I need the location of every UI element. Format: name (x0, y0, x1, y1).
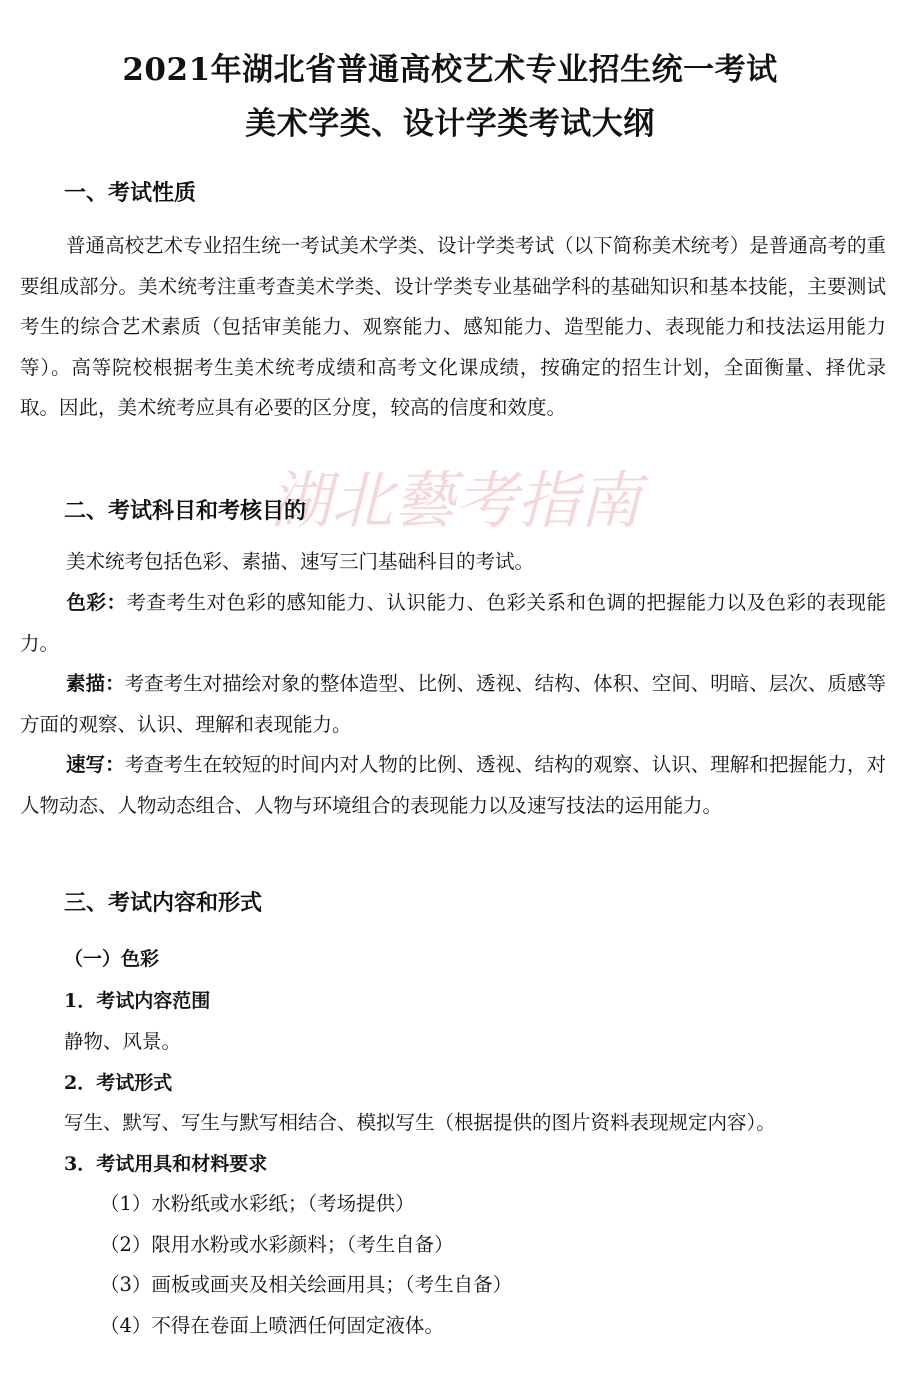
section2-intro (20, 542, 886, 583)
color-text: 考查考生对色彩的感知能力、认识能力、色彩关系和色调的把握能力以及色彩的表现能力。 (20, 591, 886, 655)
sketch-text: 考查考生对描绘对象的整体造型、比例、透视、结构、体积、空间、明暗、层次、质感等方面的观察、认识、理解和表现能力。 (20, 672, 886, 736)
quick-sketch-label: 速写： (66, 753, 125, 776)
item2-title: 2．考试形式 (64, 1072, 173, 1094)
document-title-line2: 美术学类、设计学类考试大纲 (245, 106, 655, 142)
watermark-text: 湖北藝考指南 (268, 464, 642, 537)
document-title-line1: 2021年湖北省普通高校艺术专业招生统一考试 (122, 52, 778, 88)
color-subsection-heading: （一）色彩 (64, 948, 160, 970)
material-item: （1）水粉纸或水彩纸；（考场提供） (100, 1192, 415, 1215)
section1-paragraph-text: 普通高校艺术专业招生统一考试美术学类、设计学类考试（以下简称美术统考）是普通高考的重要组成部分。美术统考注重考查美术学类、设计学类专业基础学科的基础知识和基本技能，主要测试考生的综合艺术素质（包括审美能力、观察能力、感知能力、造型能力、表现能力和技法运用能力等）。高等院校根据考生美术统考成绩和高考文化课成绩，按确定的招生计划，全面衡量、择优录取。因此，美术统考应具有必要的区分度，较高的信度和效度。 (20, 234, 886, 419)
color-objective (20, 583, 886, 664)
section3-heading: 三、考试内容和形式 (64, 890, 263, 916)
sketch-label: 素描： (66, 672, 125, 695)
color-label: 色彩： (66, 591, 127, 614)
item2-text: 写生、默写、写生与默写相结合、模拟写生（根据提供的图片资料表现规定内容）。 (64, 1111, 776, 1134)
item1-text: 静物、风景。 (64, 1030, 182, 1053)
section2-heading: 二、考试科目和考核目的 (64, 498, 307, 524)
material-item: （3）画板或画夹及相关绘画用具；（考生自备） (100, 1273, 513, 1296)
quick-sketch-objective (20, 745, 886, 826)
section2-intro-text: 美术统考包括色彩、素描、速写三门基础科目的考试。 (66, 550, 535, 573)
quick-sketch-text: 考查考生在较短的时间内对人物的比例、透视、结构的观察、认识、理解和把握能力，对人物动态、人物动态组合、人物与环境组合的表现能力以及速写技法的运用能力。 (20, 753, 886, 817)
item3-title: 3．考试用具和材料要求 (64, 1153, 268, 1175)
sketch-objective (20, 664, 886, 745)
watermark (255, 460, 655, 540)
section1-paragraph (20, 226, 886, 429)
material-item: （2）限用水粉或水彩颜料；（考生自备） (100, 1233, 454, 1256)
item1-title: 1．考试内容范围 (64, 990, 211, 1012)
material-item: （4）不得在卷面上喷洒任何固定液体。 (100, 1314, 444, 1337)
section1-heading: 一、考试性质 (64, 180, 197, 206)
